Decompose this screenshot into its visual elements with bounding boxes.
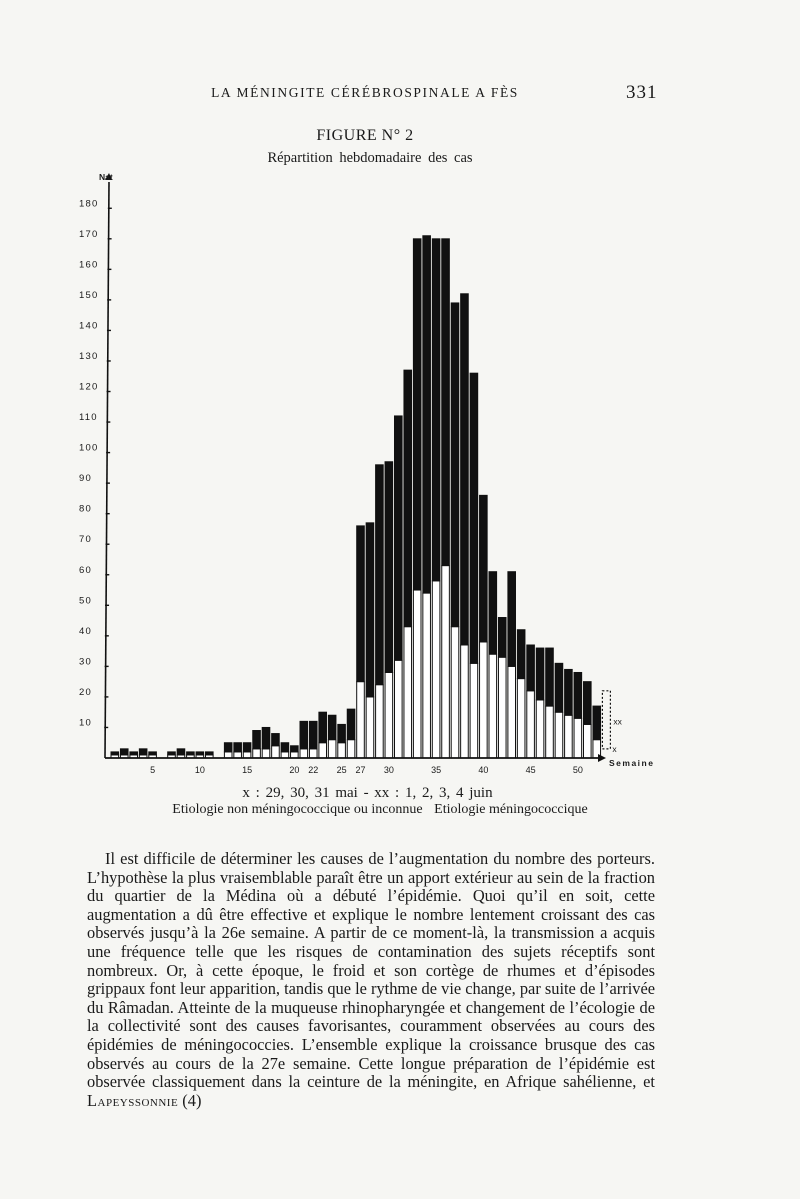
page-number: 331 <box>626 82 658 103</box>
y-tick-label: 100 <box>79 442 99 454</box>
bar-meningococcal <box>338 724 346 742</box>
bar-meningococcal <box>262 727 270 748</box>
bar-non-meningococcal <box>555 712 563 758</box>
legend <box>0 802 760 818</box>
bar-non-meningococcal <box>565 715 573 758</box>
bar-non-meningococcal <box>470 663 478 758</box>
bar-meningococcal <box>272 734 280 746</box>
y-tick-label: 110 <box>79 412 98 424</box>
bar-meningococcal <box>366 523 374 697</box>
dates-note: x : 29, 30, 31 mai - xx : 1, 2, 3, 4 juin <box>242 785 493 801</box>
bar-non-meningococcal <box>489 654 497 758</box>
bar-non-meningococcal <box>527 691 535 758</box>
bar-meningococcal <box>395 416 403 660</box>
bar-non-meningococcal <box>451 627 459 758</box>
page-header <box>0 82 800 112</box>
y-tick-label: 60 <box>79 564 92 576</box>
y-tick-label: 170 <box>79 228 99 240</box>
bar-meningococcal <box>385 462 393 673</box>
bar-meningococcal <box>517 630 525 679</box>
citation: (4) <box>178 1090 202 1110</box>
bar-non-meningococcal <box>357 682 365 758</box>
bar-non-meningococcal <box>395 660 403 758</box>
x-tick-label: 15 <box>242 765 253 775</box>
weekly-cases-chart <box>0 160 800 790</box>
bars-group <box>111 236 610 758</box>
y-tick-label: 160 <box>79 259 99 271</box>
bar-meningococcal <box>328 715 336 739</box>
paragraph-text: Il est difficile de déterminer les causes de l’augmentation du nombre des porteurs. L’hypothèse la plus vraisemblable paraît être un apport extérieur au sein de la fraction du quartier de la Médina où a débuté l’épidémie. Quoi qu’il en soit, cette augmentation a dû être effective et explique le nombre lentement croissant des cas observés jusqu’à la 26e semaine. A partir de ce moment-là, la transmission a acquis une fréquence telle que les risques de contamination des sujets réceptifs sont nombreux. Or, à cette époque, le froid et son cortège de rhumes et d’épisodes grippaux font leur apparition, tandis que le rythme de vie change, par suite de l’arrivée du Râmadan. Atteinte de la muqueuse rhinopharyngée et changement de l’écologie de la collectivité sont des causes favorisantes, couramment observées au cours des épidémies de méningococcies. L’ensemble explique la croissance brusque des cas observés au cours de la 27e semaine. Cette longue préparation de l’épidémie est observée classiquement dans la ceinture de la méningite, en Afrique sahélienne, et <box>87 849 655 1092</box>
bar-non-meningococcal <box>272 746 280 758</box>
bar-meningococcal <box>187 752 195 755</box>
body-paragraph <box>87 850 655 1110</box>
y-tick-label: 50 <box>79 595 92 607</box>
bar-non-meningococcal <box>423 593 431 758</box>
bar-meningococcal <box>234 743 242 752</box>
y-tick-label: 120 <box>79 381 99 393</box>
bar-non-meningococcal <box>546 706 554 758</box>
y-axis-title: Nat <box>99 172 113 182</box>
bar-meningococcal <box>347 709 355 740</box>
bar-non-meningococcal <box>309 749 317 758</box>
bar-non-meningococcal <box>413 590 421 758</box>
bar-meningococcal <box>291 746 299 752</box>
bar-non-meningococcal <box>432 581 440 758</box>
bar-meningococcal <box>309 721 317 748</box>
bar-non-meningococcal <box>508 666 516 758</box>
y-tick-label: 130 <box>79 350 99 362</box>
running-title: LA MÉNINGITE CÉRÉBROSPINALE A FÈS <box>211 85 519 100</box>
y-tick-label: 180 <box>79 198 99 210</box>
legend-non-meningococcal: Etiologie non méningococcique ou inconnue <box>172 802 423 817</box>
bar-meningococcal <box>442 239 450 566</box>
bar-meningococcal <box>498 618 506 658</box>
y-tick-label: 10 <box>79 717 92 729</box>
figure-subtitle: Répartition hebdomadaire des cas <box>267 150 473 166</box>
y-tick-label: 30 <box>79 656 92 668</box>
bar-non-meningococcal <box>328 740 336 758</box>
bar-non-meningococcal <box>291 752 299 758</box>
bar-non-meningococcal <box>234 752 242 758</box>
bar-non-meningococcal <box>461 645 469 758</box>
y-tick-label: 70 <box>79 534 92 546</box>
bar-meningococcal <box>319 712 327 743</box>
bar-non-meningococcal <box>262 749 270 758</box>
x-tick-label: 50 <box>572 765 583 775</box>
bar-meningococcal <box>423 236 431 593</box>
bar-meningococcal <box>432 239 440 581</box>
bar-non-meningococcal <box>536 700 544 758</box>
bar-meningococcal <box>224 743 232 752</box>
x-tick-label: 20 <box>289 765 300 775</box>
bar-non-meningococcal <box>338 743 346 758</box>
bar-meningococcal <box>508 572 516 667</box>
author-name: Lapeyssonnie <box>87 1090 179 1110</box>
bar-meningococcal <box>357 526 365 682</box>
bar-non-meningococcal <box>404 627 412 758</box>
bar-non-meningococcal <box>366 697 374 758</box>
bar-meningococcal <box>196 752 204 755</box>
x-axis-arrow <box>598 754 606 762</box>
marker-x: x <box>612 743 617 754</box>
bar-non-meningococcal <box>498 657 506 758</box>
bar-meningococcal <box>574 672 582 718</box>
x-tick-label: 27 <box>355 765 366 775</box>
x-tick-label: 25 <box>336 765 347 775</box>
x-tick-label: 5 <box>150 765 156 775</box>
x-tick-label: 10 <box>194 765 205 775</box>
bar-non-meningococcal <box>517 679 525 758</box>
bar-meningococcal <box>168 752 176 755</box>
bar-non-meningococcal <box>385 672 393 758</box>
y-axis-line <box>105 182 109 758</box>
bar-meningococcal <box>139 749 147 755</box>
y-tick-label: 40 <box>79 625 92 637</box>
bar-meningococcal <box>281 743 289 752</box>
figure-label: FIGURE N° 2 <box>316 127 414 144</box>
bar-meningococcal <box>451 303 459 627</box>
bar-meningococcal <box>300 721 308 748</box>
bar-non-meningococcal <box>442 566 450 758</box>
bar-non-meningococcal <box>253 749 261 758</box>
x-tick-label: 30 <box>383 765 394 775</box>
bar-meningococcal <box>111 752 119 755</box>
bar-meningococcal <box>149 752 157 755</box>
bar-meningococcal <box>489 572 497 654</box>
x-tick-label: 35 <box>431 765 442 775</box>
bar-meningococcal <box>130 752 138 755</box>
bar-non-meningococcal <box>376 685 384 758</box>
bar-non-meningococcal <box>480 642 488 758</box>
bar-non-meningococcal <box>347 740 355 758</box>
y-tick-label: 140 <box>79 320 99 332</box>
y-tick-label: 80 <box>79 503 92 515</box>
bar-non-meningococcal <box>319 743 327 758</box>
bar-non-meningococcal <box>281 752 289 758</box>
bar-meningococcal <box>546 648 554 706</box>
bar-meningococcal <box>253 731 261 749</box>
bar-non-meningococcal <box>300 749 308 758</box>
x-tick-label: 45 <box>525 765 536 775</box>
bar-non-meningococcal <box>243 752 251 758</box>
bar-meningococcal <box>206 752 214 755</box>
legend-meningococcal: Etiologie méningococcique <box>434 802 588 817</box>
bar-meningococcal <box>584 682 592 725</box>
bar-meningococcal <box>480 495 488 642</box>
bar-meningococcal <box>243 743 251 752</box>
bar-meningococcal <box>413 239 421 590</box>
bar-meningococcal <box>565 669 573 715</box>
bar-meningococcal <box>527 645 535 691</box>
bar-meningococcal <box>461 294 469 645</box>
bar-meningococcal <box>555 663 563 712</box>
bar-meningococcal <box>177 749 185 755</box>
bar-non-meningococcal <box>584 724 592 758</box>
marker-xx: xx <box>613 716 622 727</box>
bar-meningococcal <box>120 749 128 755</box>
y-tick-label: 90 <box>79 473 92 485</box>
body-text <box>87 850 655 1110</box>
y-tick-label: 150 <box>79 289 99 301</box>
bar-meningococcal <box>376 465 384 685</box>
bar-non-meningococcal <box>224 752 232 758</box>
x-axis-title: Semaine <box>609 758 655 768</box>
bar-meningococcal <box>470 373 478 663</box>
bar-non-meningococcal <box>574 718 582 758</box>
bar-meningococcal <box>536 648 544 700</box>
y-tick-label: 20 <box>79 686 92 698</box>
bar-meningococcal <box>404 370 412 627</box>
bar-meningococcal <box>593 706 601 740</box>
x-tick-label: 22 <box>308 765 319 775</box>
partial-week-box <box>602 691 610 749</box>
x-tick-label: 40 <box>478 765 489 775</box>
